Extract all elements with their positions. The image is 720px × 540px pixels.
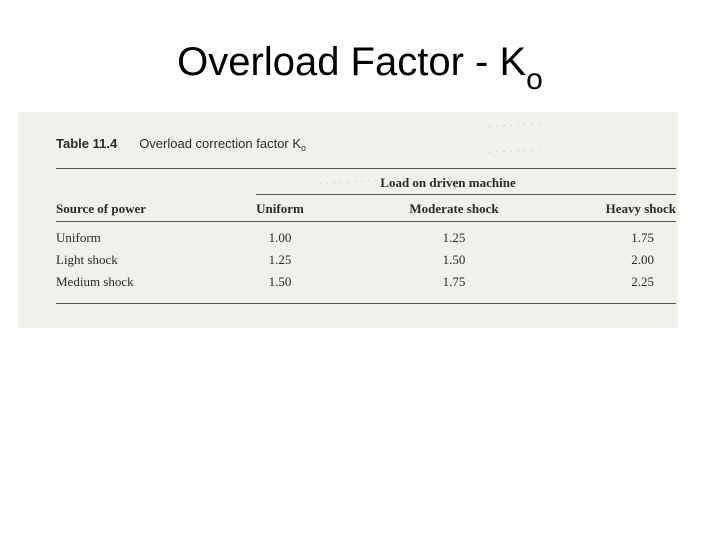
row-source: Light shock xyxy=(56,252,118,267)
scanned-table-image xyxy=(18,112,678,328)
group-header-rule xyxy=(256,194,676,195)
table-caption xyxy=(56,136,306,151)
row-heavy-value: 1.75 xyxy=(631,230,654,245)
row-uniform-value: 1.00 xyxy=(268,230,292,245)
column-header-source: Source of power xyxy=(56,201,147,216)
table-caption-text: Overload correction factor K xyxy=(139,136,302,151)
header-bottom-rule xyxy=(56,221,676,222)
bleed-through-text: · · · · · · · · xyxy=(487,116,542,134)
table-number: Table 11.4 xyxy=(56,136,118,151)
slide-title xyxy=(0,40,720,96)
column-header-moderate: Moderate shock xyxy=(409,201,499,216)
column-header-uniform: Uniform xyxy=(256,201,304,216)
bleed-through-text: · · · · · · · · xyxy=(487,142,542,160)
row-moderate-value: 1.50 xyxy=(442,252,466,267)
slide-title-text: Overload Factor - K xyxy=(177,40,527,84)
table-bottom-rule xyxy=(56,303,676,304)
row-uniform-value: 1.25 xyxy=(268,252,292,267)
row-source: Uniform xyxy=(56,230,101,245)
row-uniform-value: 1.50 xyxy=(268,274,292,289)
slide-title-subscript: o xyxy=(526,63,543,96)
row-moderate-value: 1.25 xyxy=(442,230,466,245)
row-heavy-value: 2.00 xyxy=(631,252,654,267)
table-caption-subscript: o xyxy=(301,143,307,153)
row-source: Medium shock xyxy=(56,274,134,289)
column-header-heavy: Heavy shock xyxy=(605,201,676,216)
bleed-through-text: · · · · · · · · · · · · · · xyxy=(317,171,414,191)
row-moderate-value: 1.75 xyxy=(442,274,466,289)
row-heavy-value: 2.25 xyxy=(631,274,654,289)
table-top-rule xyxy=(56,168,676,169)
group-header: Load on driven machine xyxy=(380,175,516,190)
